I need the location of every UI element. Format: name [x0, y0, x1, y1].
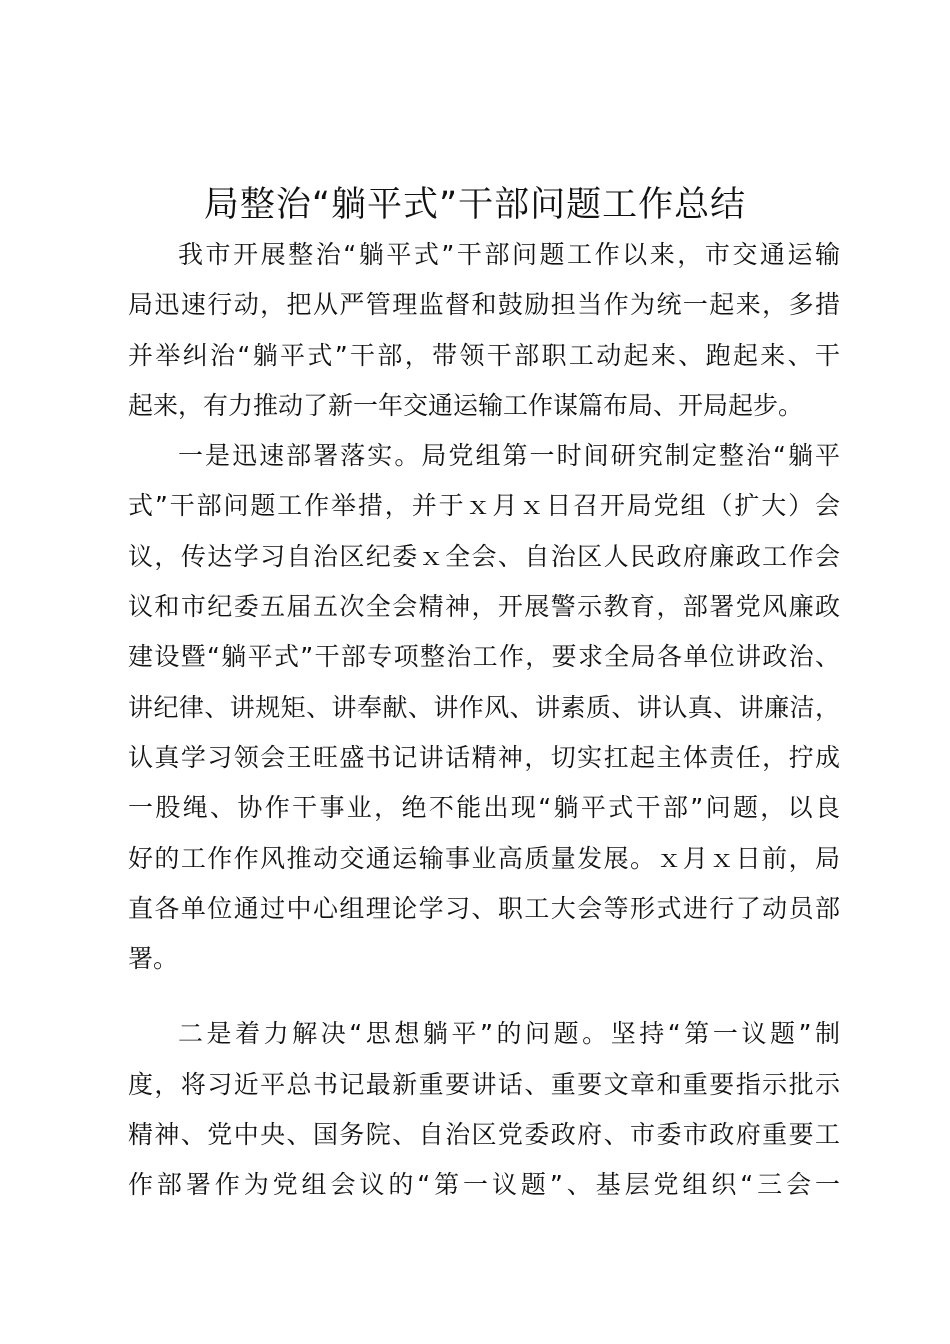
- text-line: 起来，有力推动了新一年交通运输工作谋篇布局、开局起步。: [128, 390, 804, 420]
- text-line: 署。: [128, 944, 179, 974]
- text-line: 议，传达学习自治区纪委ｘ全会、自治区人民政府廉政工作会: [128, 541, 840, 571]
- text-line: 局迅速行动，把从严管理监督和鼓励担当作为统一起来，多措: [128, 290, 840, 320]
- text-line: 精神、党中央、国务院、自治区党委政府、市委市政府重要工: [128, 1120, 840, 1150]
- text-line: 二是着力解决“思想躺平”的问题。坚持“第一议题”制: [178, 1019, 840, 1049]
- text-line: 式”干部问题工作举措，并于ｘ月ｘ日召开局党组（扩大）会: [128, 491, 840, 521]
- text-line: 直各单位通过中心组理论学习、职工大会等形式进行了动员部: [128, 893, 840, 923]
- text-line: 建设暨“躺平式”干部专项整治工作，要求全局各单位讲政治、: [128, 642, 840, 672]
- text-line: 议和市纪委五届五次全会精神，开展警示教育，部署党风廉政: [128, 592, 840, 622]
- text-line: 并举纠治“躺平式”干部，带领干部职工动起来、跑起来、干: [128, 340, 840, 370]
- text-line: 我市开展整治“躺平式”干部问题工作以来，市交通运输: [178, 240, 840, 269]
- text-line: 一股绳、协作干事业，绝不能出现“躺平式干部”问题，以良: [128, 793, 840, 823]
- paragraph-deployment: [128, 431, 840, 984]
- document-body: [128, 230, 840, 1211]
- text-line: 讲纪律、讲规矩、讲奉献、讲作风、讲素质、讲认真、讲廉洁，: [128, 692, 840, 722]
- text-line: 一是迅速部署落实。局党组第一时间研究制定整治“躺平: [178, 441, 840, 471]
- text-line: 认真学习领会王旺盛书记讲话精神，切实扛起主体责任，拧成: [128, 742, 840, 772]
- text-line: 度，将习近平总书记最新重要讲话、重要文章和重要指示批示: [128, 1069, 840, 1099]
- paragraph-gap: [128, 984, 840, 1009]
- document-title: 局整治“躺平式”干部问题工作总结: [203, 185, 747, 225]
- text-line: 作部署作为党组会议的“第一议题”、基层党组织“三会一: [128, 1170, 840, 1200]
- paragraph-intro: [128, 230, 840, 431]
- text-line: 好的工作作风推动交通运输事业高质量发展。ｘ月ｘ日前，局: [128, 843, 840, 873]
- paragraph-thinking: [128, 1009, 840, 1210]
